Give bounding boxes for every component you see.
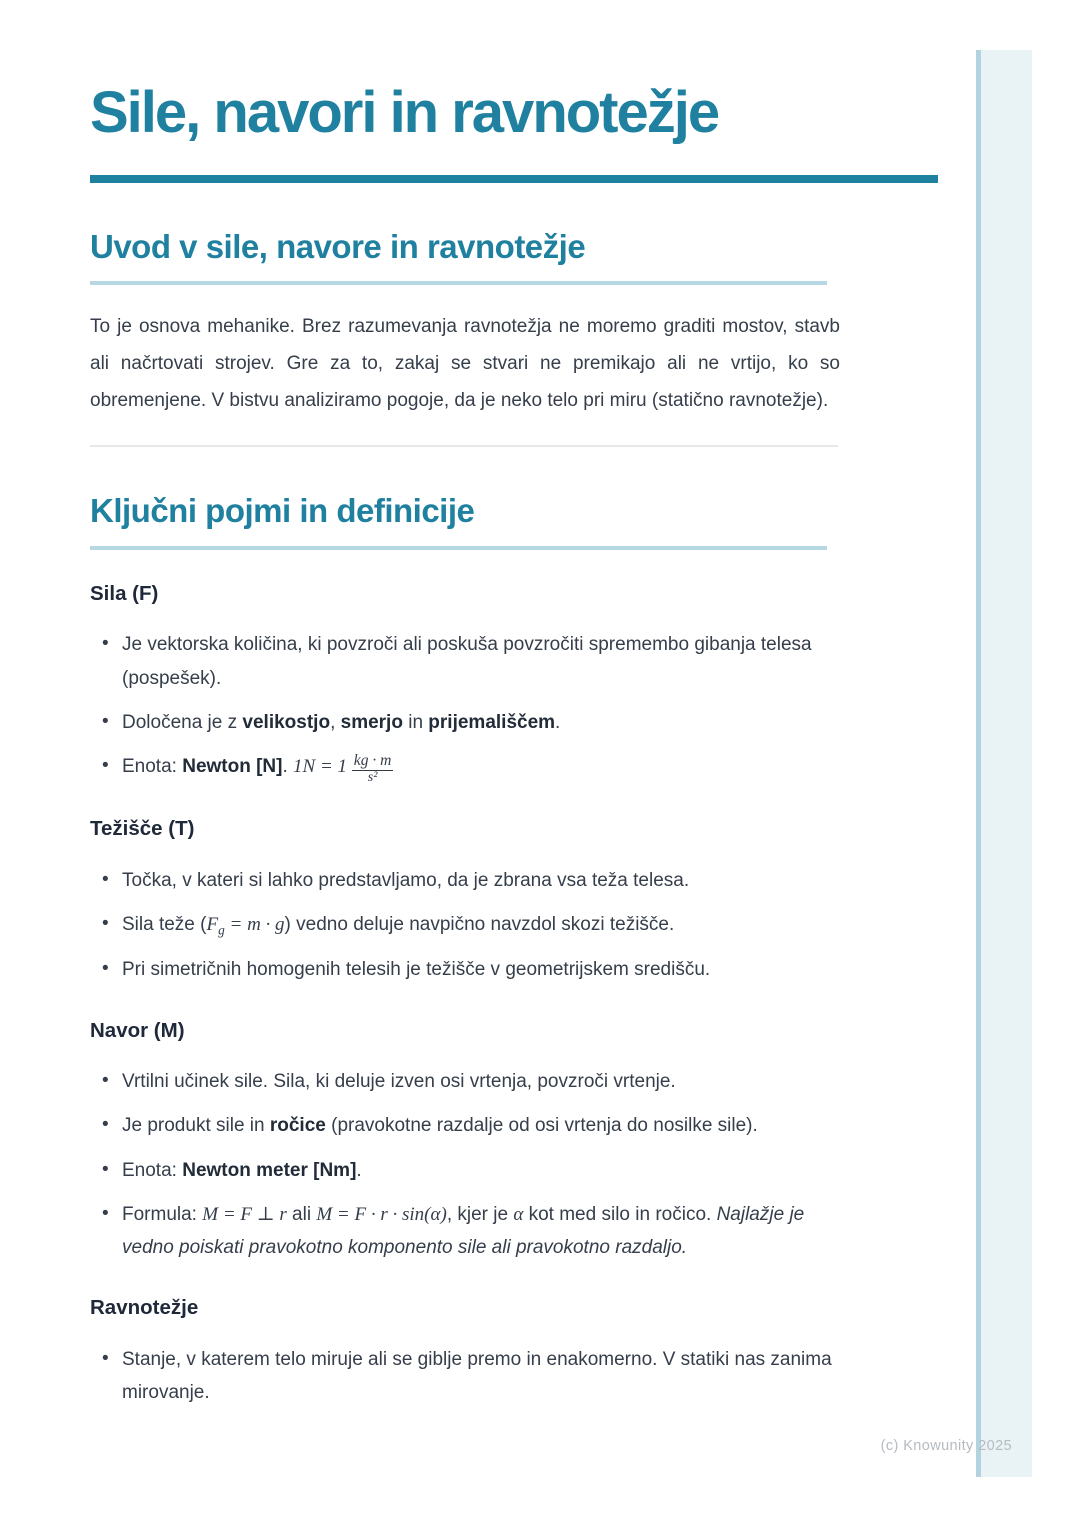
section-heading: Ključni pojmi in definicije xyxy=(90,492,475,530)
section-kljucni-pojmi xyxy=(90,491,840,1409)
bullet-item xyxy=(90,1109,840,1142)
math-text: M = F · r · sin(α) xyxy=(316,1203,447,1225)
bullet-item xyxy=(90,1198,840,1265)
text-run: Newton meter [Nm] xyxy=(182,1159,357,1181)
title-rule xyxy=(90,175,938,183)
text-run: Določena je z xyxy=(122,711,243,733)
math-text: 1N = 1 xyxy=(293,756,352,778)
text-run: in xyxy=(402,711,429,733)
text-run: velikostjo xyxy=(242,711,331,733)
text-run: . xyxy=(356,1159,362,1181)
bullet-marker: • xyxy=(102,1348,109,1370)
document-content xyxy=(90,0,840,1410)
text-run: Newton [N] xyxy=(182,756,283,778)
math-fraction xyxy=(352,753,394,785)
bullet-text xyxy=(122,1204,804,1258)
bullet-list xyxy=(90,864,840,986)
text-run: Formula: xyxy=(122,1203,203,1225)
page-title: Sile, navori in ravnotežje xyxy=(90,80,719,145)
bullet-list xyxy=(90,1065,840,1264)
text-run: , kjer je xyxy=(446,1203,514,1225)
bullet-text xyxy=(122,1071,676,1092)
bullet-marker: • xyxy=(102,958,109,980)
right-accent-bar xyxy=(976,50,1032,1477)
text-run: ) vedno deluje navpično navzdol skozi težišče. xyxy=(284,914,675,936)
intro-paragraph: To je osnova mehanike. Brez razumevanja ravnotežja ne moremo graditi mostov, stavb ali načrtovati strojev. Gre za to, zakaj se stvari ne premikajo ali ne vrtijo, ko so obremenjene. V bistvu analiziramo pogoje, da je neko telo pri miru (statično ravnotežje). xyxy=(90,316,840,411)
section-heading: Uvod v sile, navore in ravnotežje xyxy=(90,227,586,265)
text-run: Enota: xyxy=(122,1159,183,1181)
math-text: g xyxy=(218,923,225,938)
bullet-item xyxy=(90,908,840,942)
math-text: α xyxy=(513,1203,524,1225)
bullet-list xyxy=(90,1343,840,1410)
math-text: M = F ⊥ r xyxy=(202,1203,287,1225)
fraction-denominator: s² xyxy=(352,770,394,786)
bullet-item xyxy=(90,628,840,695)
bullet-text xyxy=(122,1349,832,1403)
bullet-marker: • xyxy=(102,869,109,891)
text-run: ali xyxy=(286,1203,317,1225)
bullet-item xyxy=(90,1154,840,1187)
bullet-text xyxy=(122,712,560,733)
bullet-marker: • xyxy=(102,633,109,655)
bullet-item xyxy=(90,953,840,986)
bullet-text xyxy=(122,870,689,891)
section-uvod xyxy=(90,227,840,448)
bullet-item xyxy=(90,1065,840,1098)
bullet-marker: • xyxy=(102,1114,109,1136)
math-text: F xyxy=(206,914,219,936)
subsection-heading: Sila (F) xyxy=(90,581,159,605)
bullet-marker: • xyxy=(102,913,109,935)
bullet-text xyxy=(122,752,393,785)
bullet-marker: • xyxy=(102,1158,109,1180)
text-run: Sila teže ( xyxy=(122,914,207,936)
bullet-item xyxy=(90,750,840,785)
section-heading-rule xyxy=(90,546,827,550)
text-run: ročice xyxy=(269,1115,326,1137)
subsection-heading: Težišče (T) xyxy=(90,817,195,841)
bullet-text xyxy=(122,1160,362,1181)
bullet-marker: • xyxy=(102,1070,109,1092)
math-text: = m · g xyxy=(224,914,285,936)
subsection-heading: Ravnotežje xyxy=(90,1296,199,1320)
section-divider xyxy=(90,445,838,447)
text-run: kot med silo in ročico. xyxy=(523,1203,717,1225)
text-run: (pravokotne razdalje od osi vrtenja do nosilke sile). xyxy=(325,1115,758,1137)
text-run: Vrtilni učinek sile. Sila, ki deluje izven osi vrtenja, povzroči vrtenje. xyxy=(122,1071,676,1093)
text-run: Je vektorska količina, ki povzroči ali poskuša povzročiti spremembo gibanja telesa (pospešek). xyxy=(122,634,812,689)
bullet-text xyxy=(122,1115,758,1136)
document-sections xyxy=(90,227,840,1410)
bullet-text xyxy=(122,959,710,980)
text-run: . xyxy=(282,756,294,778)
text-run: Enota: xyxy=(122,756,183,778)
bullet-text xyxy=(122,634,812,688)
section-heading-rule xyxy=(90,281,827,285)
bullet-marker: • xyxy=(102,1202,109,1224)
bullet-item xyxy=(90,864,840,897)
text-run: Pri simetričnih homogenih telesih je težišče v geometrijskem središču. xyxy=(122,959,711,981)
subsection-heading: Navor (M) xyxy=(90,1018,185,1042)
bullet-list xyxy=(90,628,840,785)
text-run: Stanje, v katerem telo miruje ali se giblje premo in enakomerno. V statiki nas zanima mirovanje. xyxy=(122,1349,832,1404)
text-run: smerjo xyxy=(340,711,403,733)
bullet-item xyxy=(90,1343,840,1410)
text-run: Je produkt sile in xyxy=(122,1115,270,1137)
text-run: , xyxy=(330,711,341,733)
text-run: prijemališčem xyxy=(428,711,556,733)
bullet-item xyxy=(90,706,840,739)
copyright-watermark: (c) Knowunity 2025 xyxy=(880,1438,1012,1454)
bullet-marker: • xyxy=(102,710,109,732)
fraction-numerator: kg · m xyxy=(353,752,392,770)
bullet-marker: • xyxy=(102,755,109,777)
text-run: Točka, v kateri si lahko predstavljamo, da je zbrana vsa teža telesa. xyxy=(122,870,690,892)
text-run: Najlažje je vedno poiskati pravokotno komponento sile ali pravokotno razdaljo. xyxy=(122,1203,805,1259)
text-run: . xyxy=(555,711,561,733)
bullet-text xyxy=(122,914,675,938)
